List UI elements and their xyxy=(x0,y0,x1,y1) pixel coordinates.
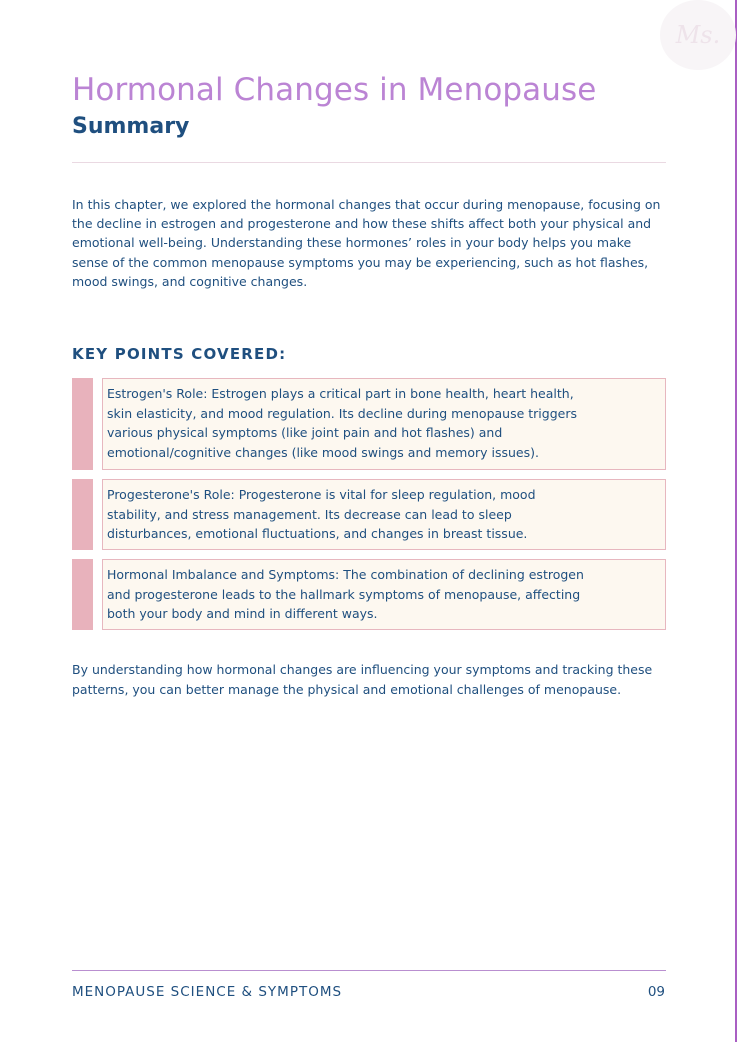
key-point-item-estrogen xyxy=(72,378,666,470)
key-point-accent-bar xyxy=(72,479,93,550)
key-point-item-progesterone xyxy=(72,479,666,550)
key-point-accent-bar xyxy=(72,378,93,470)
key-point-box xyxy=(102,378,666,470)
logo-monogram: Ms. xyxy=(675,21,721,49)
key-point-box xyxy=(102,559,666,630)
key-point-accent-bar xyxy=(72,559,93,630)
key-point-item-imbalance xyxy=(72,559,666,630)
key-point-text: Estrogen's Role: Estrogen plays a critical part in bone health, heart health, skin elasticity, and mood regulation. Its decline during menopause triggers various physical symptoms (like joint pain and hot flashes) and emotional/cognitive changes (like mood swings and memory issues). xyxy=(107,386,577,460)
brand-logo xyxy=(660,0,736,70)
key-point-box xyxy=(102,479,666,550)
footer-divider xyxy=(72,970,666,971)
footer-section-label: MENOPAUSE SCIENCE & SYMPTOMS xyxy=(72,984,343,1000)
header-divider xyxy=(72,162,666,163)
page-title: Hormonal Changes in Menopause xyxy=(72,72,597,108)
page-subtitle: Summary xyxy=(72,114,190,139)
closing-paragraph: By understanding how hormonal changes are influencing your symptoms and tracking these patterns, you can better manage the physical and emotional challenges of menopause. xyxy=(72,662,653,697)
intro-paragraph: In this chapter, we explored the hormonal changes that occur during menopause, focusing on the decline in estrogen and progesterone and how these shifts affect both your physical and emotional well-being. Understanding these hormones’ roles in your body helps you make sense of the common menopause symptoms you may be experiencing, such as hot flashes, mood swings, and cognitive changes. xyxy=(72,197,661,289)
key-point-text: Progesterone's Role: Progesterone is vital for sleep regulation, mood stability, and stress management. Its decrease can lead to sleep disturbances, emotional fluctuations, and changes in breast tissue. xyxy=(107,487,536,541)
key-points-heading: KEY POINTS COVERED: xyxy=(72,345,287,363)
key-point-text: Hormonal Imbalance and Symptoms: The combination of declining estrogen and progesterone leads to the hallmark symptoms of menopause, affecting both your body and mind in different ways. xyxy=(107,567,584,621)
page-number: 09 xyxy=(647,984,665,1000)
right-edge-rule xyxy=(735,0,737,1042)
